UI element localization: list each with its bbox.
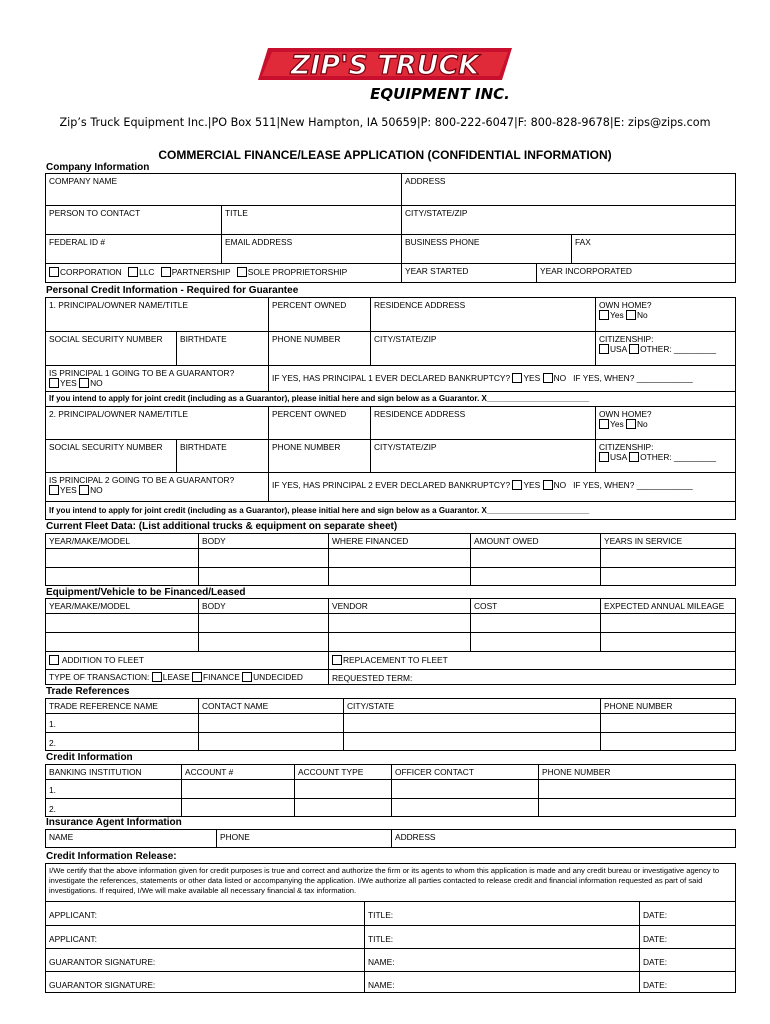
year-incorporated-field[interactable]: YEAR INCORPORATED bbox=[536, 264, 735, 283]
principal-2-own-home-no-checkbox[interactable] bbox=[626, 419, 636, 429]
credit-information-heading: Credit Information bbox=[46, 752, 133, 763]
principal-1-phone-field[interactable]: PHONE NUMBER bbox=[268, 332, 370, 365]
trade-references-heading: Trade References bbox=[46, 686, 130, 697]
undecided-checkbox[interactable] bbox=[242, 672, 252, 682]
svg-text:EQUIPMENT INC.: EQUIPMENT INC. bbox=[370, 85, 510, 103]
officer-contact-header: OFFICER CONTACT bbox=[391, 765, 538, 779]
principal-1-bankruptcy: IF YES, HAS PRINCIPAL 1 EVER DECLARED BANKRUPTCY? YES NO IF YES, WHEN? ____________ bbox=[268, 366, 735, 391]
addition-to-fleet-checkbox[interactable] bbox=[49, 655, 59, 665]
trade-reference-name-header: TRADE REFERENCE NAME bbox=[49, 701, 158, 711]
guarantor-1-signature-field[interactable]: GUARANTOR SIGNATURE: bbox=[49, 957, 156, 967]
principal-2-guarantor: IS PRINCIPAL 2 GOING TO BE A GUARANTOR? YES NO bbox=[49, 475, 235, 495]
zips-truck-equipment-logo bbox=[250, 42, 520, 108]
table-row[interactable]: 1. bbox=[46, 779, 735, 798]
applicant-1-field[interactable]: APPLICANT: bbox=[49, 910, 97, 920]
applicant-2-title-field[interactable]: TITLE: bbox=[364, 926, 639, 948]
principal-2-own-home: OWN HOME? Yes No bbox=[595, 407, 735, 439]
lease-checkbox[interactable] bbox=[152, 672, 162, 682]
principal-2-ssn-field[interactable]: SOCIAL SECURITY NUMBER bbox=[49, 442, 163, 452]
principal-1-residence-address-field[interactable]: RESIDENCE ADDRESS bbox=[370, 298, 595, 331]
business-phone-field[interactable]: BUSINESS PHONE bbox=[401, 235, 571, 263]
guarantor-1-name-field[interactable]: NAME: bbox=[364, 949, 639, 971]
principal-1-city-state-zip-field[interactable]: CITY/STATE/ZIP bbox=[370, 332, 595, 365]
principal-1-birthdate-field[interactable]: BIRTHDATE bbox=[176, 332, 268, 365]
principal-1-own-home: OWN HOME? Yes No bbox=[595, 298, 735, 331]
principal-1-joint-credit-note[interactable]: If you intend to apply for joint credit (including as a Guarantor), please initial here and sign below as a Guarantor. X_______________________ bbox=[49, 394, 590, 403]
fleet-years-in-service-header: YEARS IN SERVICE bbox=[600, 534, 735, 548]
applicant-2-field[interactable]: APPLICANT: bbox=[49, 934, 97, 944]
principal-2-guarantor-yes-checkbox[interactable] bbox=[49, 485, 59, 495]
table-row[interactable] bbox=[46, 548, 735, 567]
principal-1-own-home-yes-checkbox[interactable] bbox=[599, 310, 609, 320]
equipment-body-header: BODY bbox=[198, 599, 328, 613]
svg-text:ZIP'S TRUCK: ZIP'S TRUCK bbox=[290, 50, 480, 81]
principal-2-guarantor-no-checkbox[interactable] bbox=[79, 485, 89, 495]
fleet-body-header: BODY bbox=[198, 534, 328, 548]
corporation-checkbox[interactable] bbox=[49, 267, 59, 277]
trade-references-table bbox=[45, 698, 736, 751]
table-row[interactable]: 1. bbox=[46, 713, 735, 732]
table-row[interactable] bbox=[46, 567, 735, 586]
principal-2-birthdate-field[interactable]: BIRTHDATE bbox=[176, 440, 268, 472]
trade-city-state-header: CITY/STATE bbox=[343, 699, 600, 713]
fax-field[interactable]: FAX bbox=[571, 235, 735, 263]
insurance-heading: Insurance Agent Information bbox=[46, 817, 182, 828]
principal-2-usa-checkbox[interactable] bbox=[599, 452, 609, 462]
equipment-expected-mileage-header: EXPECTED ANNUAL MILEAGE bbox=[600, 599, 735, 613]
title-field[interactable]: TITLE bbox=[221, 206, 401, 234]
guarantor-1-date-field[interactable]: DATE: bbox=[639, 949, 735, 971]
principal-2-percent-owned-field[interactable]: PERCENT OWNED bbox=[268, 407, 370, 439]
principal-2-residence-address-field[interactable]: RESIDENCE ADDRESS bbox=[370, 407, 595, 439]
company-heading: Company Information bbox=[46, 162, 150, 173]
equipment-cost-header: COST bbox=[470, 599, 600, 613]
table-row[interactable]: 2. bbox=[46, 798, 735, 817]
principal-1-ssn-field[interactable]: SOCIAL SECURITY NUMBER bbox=[49, 334, 163, 344]
transaction-type-options: TYPE OF TRANSACTION: LEASE FINANCE UNDECIDED bbox=[49, 672, 303, 682]
sole-proprietorship-checkbox[interactable] bbox=[237, 267, 247, 277]
federal-id-field[interactable]: FEDERAL ID # bbox=[49, 237, 106, 247]
fleet-table bbox=[45, 533, 736, 586]
address-field[interactable]: ADDRESS bbox=[401, 174, 735, 205]
applicant-1-date-field[interactable]: DATE: bbox=[639, 902, 735, 925]
applicant-2-date-field[interactable]: DATE: bbox=[639, 926, 735, 948]
principal-1-name-field[interactable]: 1. PRINCIPAL/OWNER NAME/TITLE bbox=[49, 300, 188, 310]
credit-release-heading: Credit Information Release: bbox=[46, 851, 177, 862]
equipment-year-make-model-header: YEAR/MAKE/MODEL bbox=[49, 601, 130, 611]
principal-2-other-checkbox[interactable] bbox=[629, 452, 639, 462]
principal-1-guarantor-yes-checkbox[interactable] bbox=[49, 378, 59, 388]
principal-2-bankruptcy: IF YES, HAS PRINCIPAL 2 EVER DECLARED BANKRUPTCY? YES NO IF YES, WHEN? ____________ bbox=[268, 473, 735, 501]
account-type-header: ACCOUNT TYPE bbox=[294, 765, 391, 779]
banking-institution-header: BANKING INSTITUTION bbox=[49, 767, 142, 777]
trade-contact-name-header: CONTACT NAME bbox=[198, 699, 343, 713]
company-table bbox=[45, 173, 736, 283]
applicant-1-title-field[interactable]: TITLE: bbox=[364, 902, 639, 925]
principal-2-joint-credit-note[interactable]: If you intend to apply for joint credit (including as a Guarantor), please initial here and sign below as a Guarantor. X_______________________ bbox=[49, 506, 590, 515]
credit-information-table bbox=[45, 764, 736, 817]
credit-release-table bbox=[45, 863, 736, 993]
principal-2-phone-field[interactable]: PHONE NUMBER bbox=[268, 440, 370, 472]
partnership-checkbox[interactable] bbox=[161, 267, 171, 277]
finance-checkbox[interactable] bbox=[192, 672, 202, 682]
insurance-phone-field[interactable]: PHONE bbox=[216, 830, 391, 848]
principal-2-bankruptcy-no-checkbox[interactable] bbox=[543, 480, 553, 490]
principal-1-bankruptcy-yes-checkbox[interactable] bbox=[512, 373, 522, 383]
email-address-field[interactable]: EMAIL ADDRESS bbox=[221, 235, 401, 263]
insurance-table bbox=[45, 829, 736, 848]
insurance-name-field[interactable]: NAME bbox=[49, 832, 74, 842]
equipment-vendor-header: VENDOR bbox=[328, 599, 470, 613]
replacement-to-fleet-checkbox[interactable] bbox=[332, 655, 342, 665]
principal-2-citizenship: CITIZENSHIP: USA OTHER: _________ bbox=[595, 440, 735, 472]
year-started-field[interactable]: YEAR STARTED bbox=[401, 264, 536, 283]
city-state-zip-field[interactable]: CITY/STATE/ZIP bbox=[401, 206, 735, 234]
credit-release-text: I/We certify that the above information given for credit purposes is true and correct and authorize the firm or its agents to whom this application is made and any credit bureau or investigative agency to investigate the references, statements or other data listed or accompanying the application. I/We authorize all parties contacted to release credit and financial information requested as part of said investigations. If required, I/We will make available all necessary financial & tax information. bbox=[49, 866, 720, 895]
personal-credit-heading: Personal Credit Information - Required for Guarantee bbox=[46, 285, 299, 296]
fleet-amount-owed-header: AMOUNT OWED bbox=[470, 534, 600, 548]
contact-line: Zip’s Truck Equipment Inc.|PO Box 511|New Hampton, IA 50659|P: 800-222-6047|F: 800-828-9678|E: zips@zips.com bbox=[59, 116, 711, 129]
fleet-heading: Current Fleet Data: (List additional trucks & equipment on separate sheet) bbox=[46, 521, 398, 532]
principal-2-own-home-yes-checkbox[interactable] bbox=[599, 419, 609, 429]
principal-1-usa-checkbox[interactable] bbox=[599, 344, 609, 354]
principal-1-bankruptcy-when-field[interactable]: IF YES, WHEN? ____________ bbox=[573, 373, 693, 383]
principal-1-bankruptcy-no-checkbox[interactable] bbox=[543, 373, 553, 383]
equipment-table bbox=[45, 598, 736, 685]
personal-credit-table bbox=[45, 297, 736, 520]
insurance-address-field[interactable]: ADDRESS bbox=[391, 830, 735, 848]
table-row[interactable]: 2. bbox=[46, 732, 735, 751]
principal-2-bankruptcy-yes-checkbox[interactable] bbox=[512, 480, 522, 490]
trade-phone-number-header: PHONE NUMBER bbox=[600, 699, 735, 713]
addition-to-fleet-option: ADDITION TO FLEET bbox=[46, 652, 328, 669]
principal-1-citizenship: CITIZENSHIP: USA OTHER: _________ bbox=[595, 332, 735, 365]
principal-2-city-state-zip-field[interactable]: CITY/STATE/ZIP bbox=[370, 440, 595, 472]
guarantor-2-signature-field[interactable]: GUARANTOR SIGNATURE: bbox=[49, 980, 156, 990]
principal-1-guarantor: IS PRINCIPAL 1 GOING TO BE A GUARANTOR? YES NO bbox=[49, 368, 235, 388]
entity-type-options: CORPORATION LLC PARTNERSHIP SOLE PROPRIETORSHIP bbox=[46, 264, 401, 283]
principal-1-guarantor-no-checkbox[interactable] bbox=[79, 378, 89, 388]
fleet-where-financed-header: WHERE FINANCED bbox=[328, 534, 470, 548]
person-to-contact-field[interactable]: PERSON TO CONTACT bbox=[49, 208, 141, 218]
table-row[interactable] bbox=[46, 613, 735, 632]
replacement-to-fleet-option: REPLACEMENT TO FLEET bbox=[328, 652, 735, 669]
account-number-header: ACCOUNT # bbox=[181, 765, 294, 779]
company-name-field[interactable]: COMPANY NAME bbox=[49, 176, 118, 186]
principal-1-own-home-no-checkbox[interactable] bbox=[626, 310, 636, 320]
credit-phone-number-header: PHONE NUMBER bbox=[538, 765, 735, 779]
llc-checkbox[interactable] bbox=[128, 267, 138, 277]
principal-1-percent-owned-field[interactable]: PERCENT OWNED bbox=[268, 298, 370, 331]
principal-1-other-checkbox[interactable] bbox=[629, 344, 639, 354]
guarantor-2-name-field[interactable]: NAME: bbox=[364, 972, 639, 993]
fleet-year-make-model-header: YEAR/MAKE/MODEL bbox=[49, 536, 130, 546]
document-title: COMMERCIAL FINANCE/LEASE APPLICATION (CONFIDENTIAL INFORMATION) bbox=[158, 148, 612, 162]
principal-2-name-field[interactable]: 2. PRINCIPAL/OWNER NAME/TITLE bbox=[49, 409, 188, 419]
equipment-heading: Equipment/Vehicle to be Financed/Leased bbox=[46, 587, 246, 598]
principal-2-bankruptcy-when-field[interactable]: IF YES, WHEN? ____________ bbox=[573, 480, 693, 490]
guarantor-2-date-field[interactable]: DATE: bbox=[639, 972, 735, 993]
table-row[interactable] bbox=[46, 632, 735, 651]
requested-term-field[interactable]: REQUESTED TERM: bbox=[328, 670, 735, 685]
